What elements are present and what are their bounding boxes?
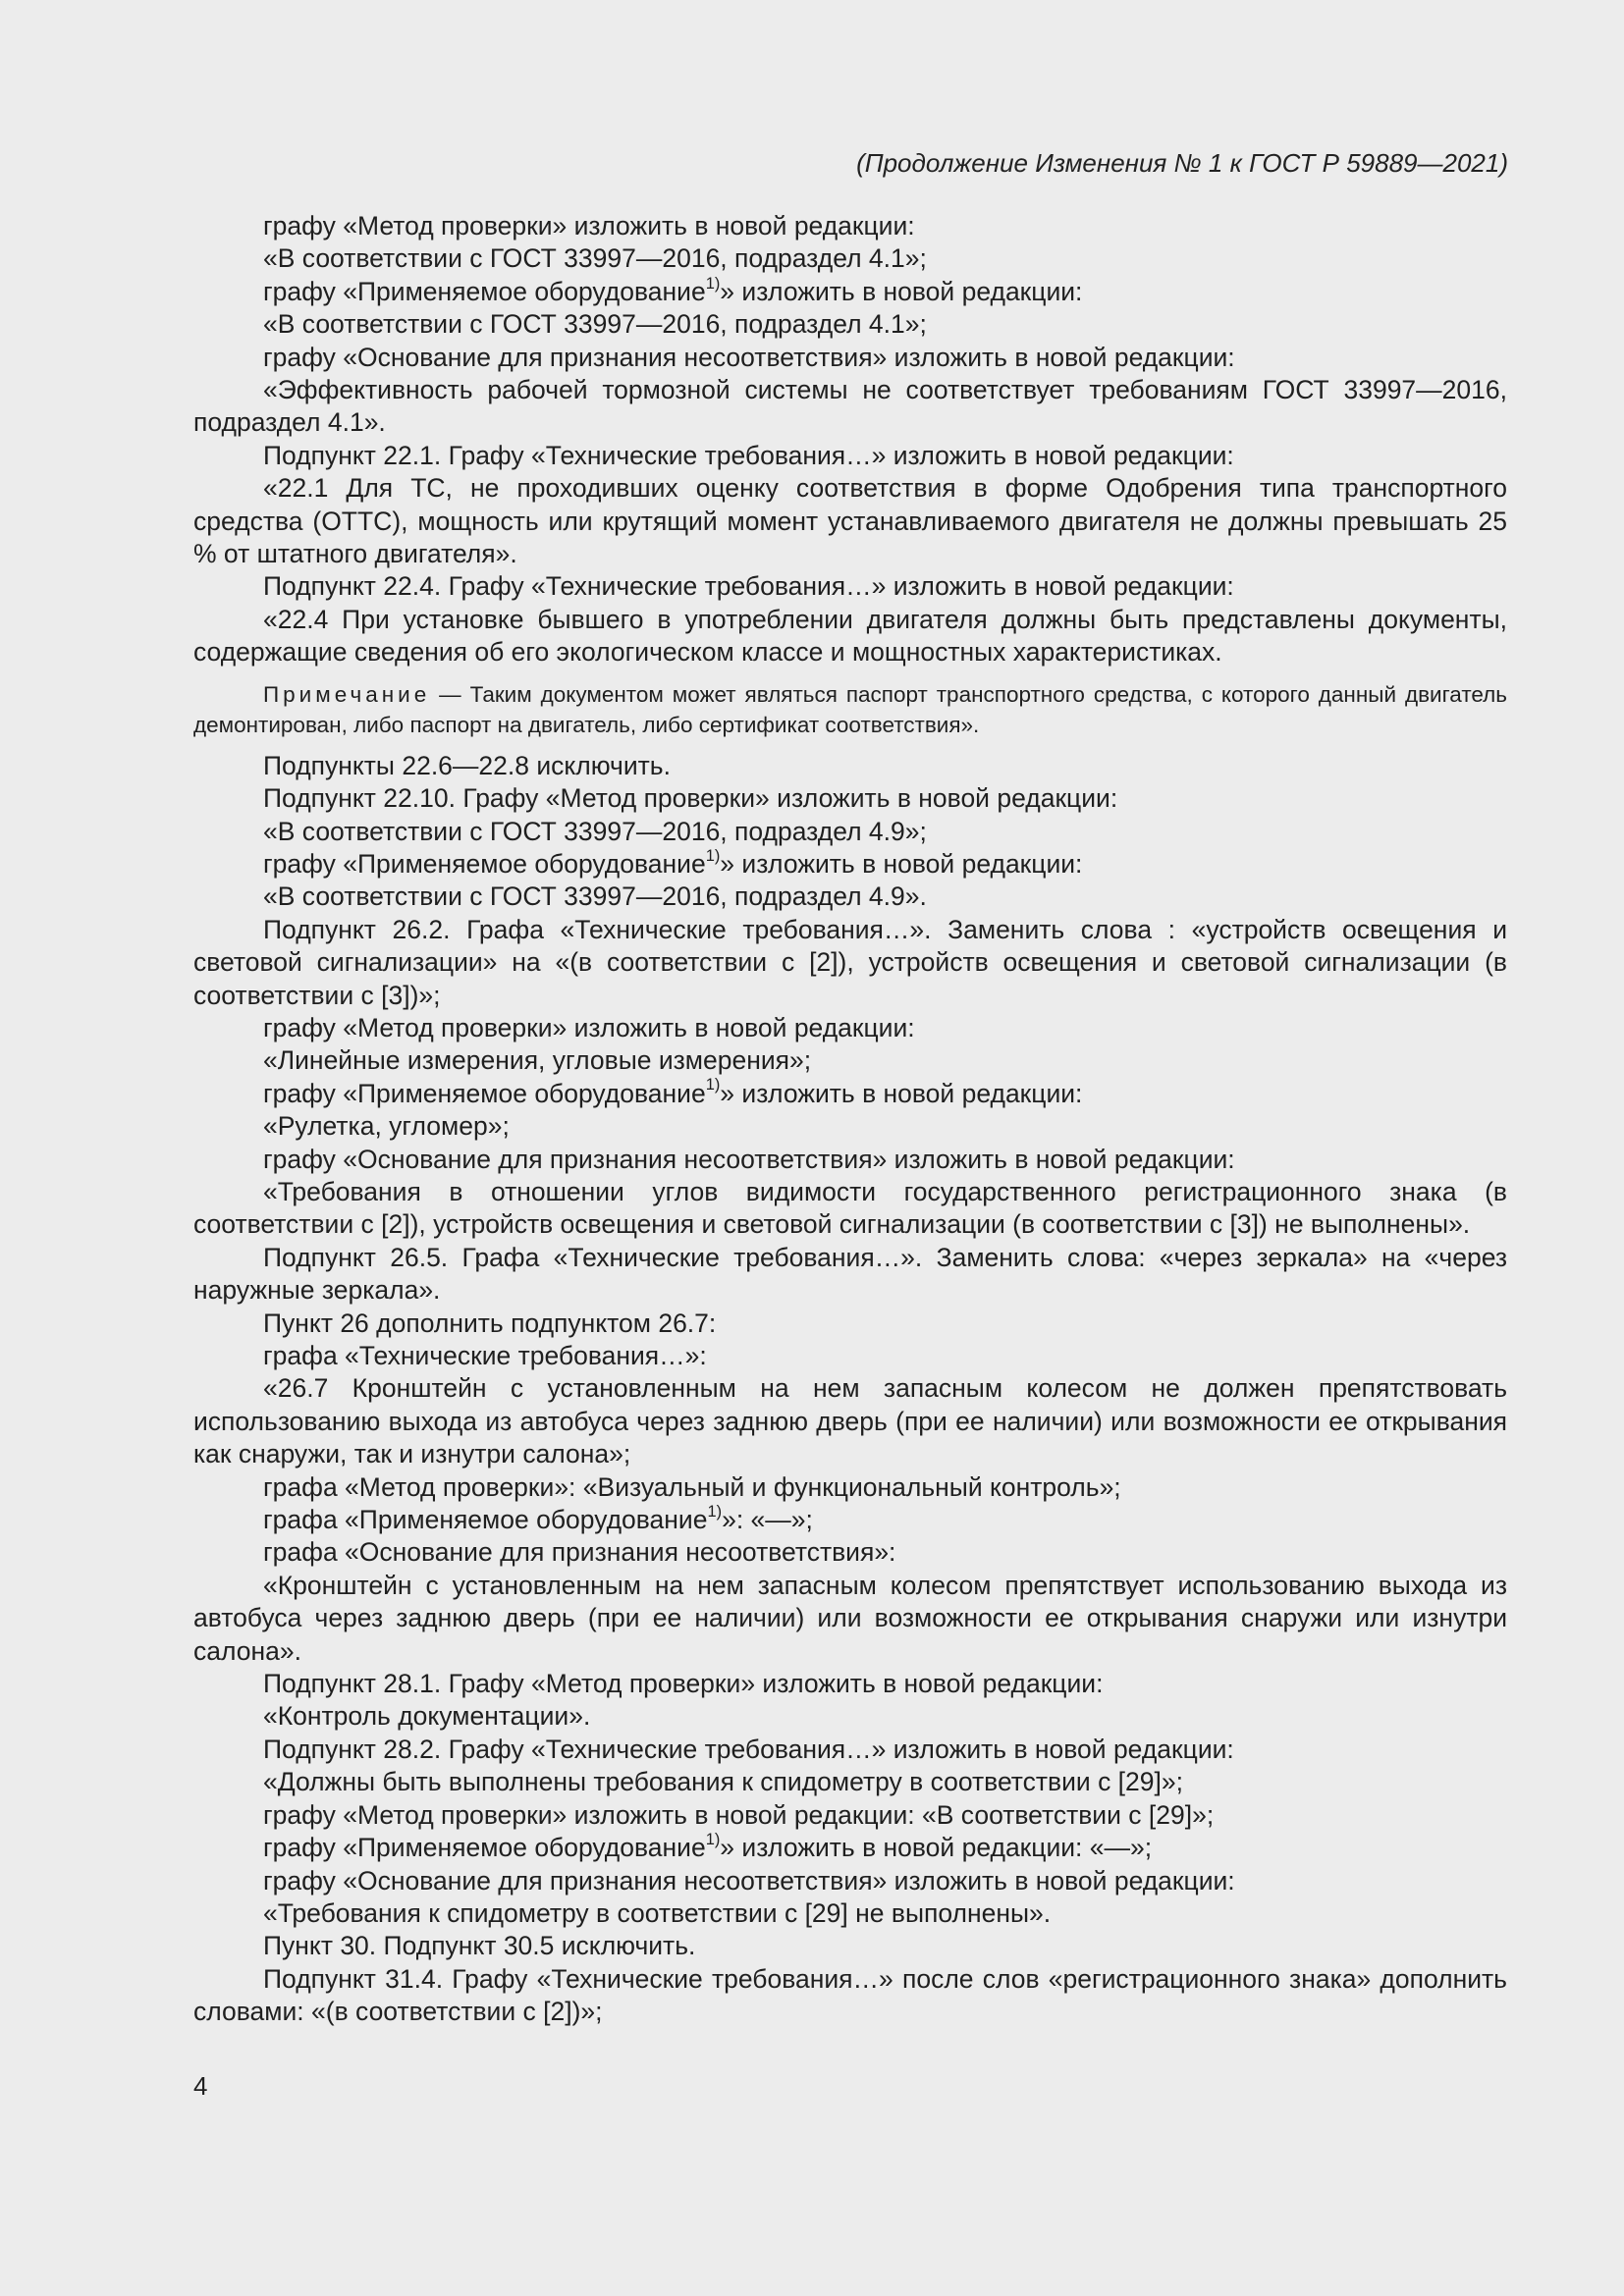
body-paragraph: графа «Основание для признания несоответствия»: [263,1537,896,1568]
body-paragraph: графу «Основание для признания несоответствия» изложить в новой редакции: [263,1865,1235,1896]
body-paragraph: «Кронштейн с установленным на нем запасным колесом препятствует использованию выхода из автобуса через заднюю дверь (при ее наличии) или возможности ее открывания снаружи или изнутри салона». [193,1570,1507,1666]
paragraph-text: » изложить в новой редакции: [720,1078,1083,1108]
body-paragraph [193,848,1507,881]
body-paragraph: «В соответствии с ГОСТ 33997—2016, подраздел 4.1»; [263,309,927,340]
paragraph-text: » изложить в новой редакции: «—»; [720,1833,1153,1863]
body-paragraph: Подпункт 26.5. Графа «Технические требования…». Заменить слова: «через зеркала» на «через наружные зеркала». [193,1242,1507,1306]
body-paragraph: «В соответствии с ГОСТ 33997—2016, подраздел 4.9»; [263,816,927,846]
body-paragraph: «Должны быть выполнены требования к спидометру в соответствии с [29]»; [263,1767,1183,1797]
body-paragraph: «26.7 Кронштейн с установленным на нем запасным колесом не должен препятствовать использованию выхода из автобуса через заднюю дверь (при ее наличии) или возможности ее открывания как снаружи, так и изнутри салона»; [193,1373,1507,1469]
body-paragraph: графу «Основание для признания несоответствия» изложить в новой редакции: [263,342,1235,372]
footnote-marker: 1) [705,274,721,293]
body-paragraph: Подпункт 28.2. Графу «Технические требования…» изложить в новой редакции: [263,1734,1234,1764]
body-paragraph: графа «Метод проверки»: «Визуальный и функциональный контроль»; [263,1471,1121,1502]
body-paragraph: графу «Метод проверки» изложить в новой редакции: «В соответствии с [29]»; [263,1799,1215,1830]
body-paragraph: графу «Метод проверки» изложить в новой редакции: [263,211,915,240]
body-paragraph: «22.4 При установке бывшего в употреблении двигателя должны быть представлены документы, содержащие сведения об его экологическом классе и мощностных характеристиках. [193,604,1507,667]
body-paragraph: графа «Технические требования…»: [263,1341,707,1370]
body-paragraph: Подпункт 22.10. Графу «Метод проверки» изложить в новой редакции: [263,783,1118,814]
body-paragraph: «22.1 Для ТС, не проходивших оценку соответствия в форме Одобрения типа транспортного средства (ОТТС), мощность или крутящий момент устанавливаемого двигателя не должны превышать 25 % от штатного двигателя». [193,473,1507,569]
paragraph-text: графу «Применяемое оборудование [263,1078,706,1108]
footnote-marker: 1) [705,846,721,865]
body-paragraph: «В соответствии с ГОСТ 33997—2016, подраздел 4.1»; [263,243,927,274]
body-paragraph: Подпункты 22.6—22.8 исключить. [263,750,671,780]
body-paragraph [193,1832,1507,1864]
body-paragraph [193,1504,1507,1536]
page-header: (Продолжение Изменения № 1 к ГОСТ Р 59889—2021) [856,148,1508,178]
body-paragraph: Пункт 26 дополнить подпунктом 26.7: [263,1308,717,1338]
body-paragraph: «Рулетка, угломер»; [263,1111,510,1142]
note-paragraph [193,679,1507,740]
paragraph-group-2 [193,750,1507,2029]
paragraph-text: графу «Применяемое оборудование [263,848,706,879]
paragraph-group-1 [193,210,1507,669]
note-text: — Таким документом может являться паспорт транспортного средства, с которого данный двигатель демонтирован, либо паспорт на двигатель, либо сертификат соответствия». [193,681,1507,737]
body-paragraph: «Требования к спидометру в соответствии с [29] не выполнены». [263,1897,1052,1928]
footnote-marker: 1) [705,1076,721,1095]
body-paragraph [193,1078,1507,1110]
body-paragraph: графу «Метод проверки» изложить в новой редакции: [263,1012,915,1042]
footnote-marker: 1) [707,1502,723,1521]
paragraph-text: » изложить в новой редакции: [720,848,1083,879]
body-paragraph: Подпункт 26.2. Графа «Технические требования…». Заменить слова : «устройств освещения и световой сигнализации» на «(в соответствии с [2]), устройств освещения и световой сигнализации (в соответствии с [3])»; [193,914,1507,1010]
paragraph-text: графу «Применяемое оборудование [263,276,706,306]
body-paragraph: Подпункт 31.4. Графу «Технические требования…» после слов «регистрационного знака» дополнить словами: «(в соответствии с [2])»; [193,1963,1507,2027]
footnote-marker: 1) [705,1830,721,1848]
body-paragraph: Подпункт 22.1. Графу «Технические требования…» изложить в новой редакции: [263,440,1234,470]
page-number: 4 [193,2071,208,2101]
body-paragraph: «В соответствии с ГОСТ 33997—2016, подраздел 4.9». [263,881,927,912]
body-paragraph [193,276,1507,308]
body-paragraph: Подпункт 28.1. Графу «Метод проверки» изложить в новой редакции: [263,1669,1104,1699]
body-paragraph: Пункт 30. Подпункт 30.5 исключить. [263,1931,696,1961]
body-paragraph: Подпункт 22.4. Графу «Технические требования…» изложить в новой редакции: [263,571,1234,602]
body-paragraph: «Эффективность рабочей тормозной системы не соответствует требованиям ГОСТ 33997—2016, подраздел 4.1». [193,375,1507,438]
document-body [193,210,1507,2029]
body-paragraph: «Требования в отношении углов видимости государственного регистрационного знака (в соответствии с [2]), устройств освещения и световой сигнализации (в соответствии с [3]) не выполнены». [193,1176,1507,1240]
paragraph-text: графа «Применяемое оборудование [263,1505,708,1535]
body-paragraph: «Линейные измерения, угловые измерения»; [263,1045,812,1076]
note-label: Примечание [263,681,431,707]
body-paragraph: графу «Основание для признания несоответствия» изложить в новой редакции: [263,1144,1235,1174]
paragraph-text: » изложить в новой редакции: [720,276,1083,306]
body-paragraph: «Контроль документации». [263,1701,591,1732]
paragraph-text: графу «Применяемое оборудование [263,1833,706,1863]
paragraph-text: »: «—»; [722,1505,813,1535]
